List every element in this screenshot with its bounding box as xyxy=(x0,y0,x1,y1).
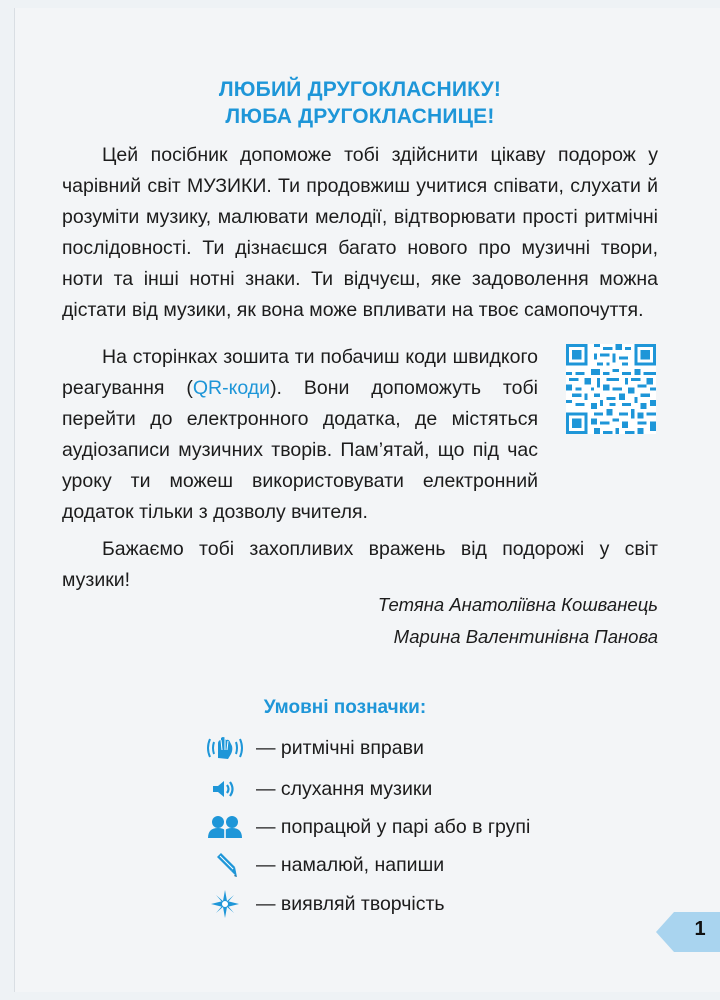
legend-text-rhythm: — ритмічні вправи xyxy=(256,736,424,759)
legend-text-drawing: — намалюй, напиши xyxy=(256,853,445,876)
legend-text-creativity: — виявляй творчість xyxy=(256,892,445,915)
paragraph-2-start: На сторінках зошита ти побачиш коди швидкого реагування ( xyxy=(62,346,538,399)
page-number: 1 xyxy=(694,918,706,940)
paragraph-2-end: ). Вони допоможуть тобі перейти до електронного додатка, де містяться аудіозаписи музичних творів. Пам’ятай, що під час уроку ти можеш використовувати електронний додаток тільки з дозволу вчителя. xyxy=(62,377,538,523)
intro-paragraph-1: Цей посібник допоможе тобі здійснити цікаву подорож у чарівний світ МУЗИКИ. Ти продовжиш учитися співати, слухати й розуміти музику, малювати мелодії, відтворювати прості ритмічні послідовності. Ти дізнаєшся багато нового про музичні твори, ноти та інші нотні знаки. Ти відчуєш, яке задоволення можна дістати від музики, як вона може впливати на твоє самопочуття. xyxy=(62,144,658,321)
legend-item-teamwork xyxy=(200,810,530,844)
intro-paragraph-2 xyxy=(62,342,538,528)
legend-item-drawing xyxy=(200,848,444,882)
speaker-icon xyxy=(200,774,250,804)
sparkle-star-icon xyxy=(200,889,250,919)
legend-text-listening: — слухання музики xyxy=(256,777,433,800)
clapping-hands-icon xyxy=(200,733,250,763)
legend-item-creativity xyxy=(200,887,445,921)
legend-item-listening xyxy=(200,772,432,806)
greeting-title-line1: ЛЮБИЙ ДРУГОКЛАСНИКУ! xyxy=(218,78,502,101)
author-2: Марина Валентинівна Панова xyxy=(393,626,658,647)
qr-codes-highlight: QR-коди xyxy=(192,377,271,399)
greeting-title-line2: ЛЮБА ДРУГОКЛАСНИЦЕ! xyxy=(225,105,495,128)
legend-item-rhythm xyxy=(200,731,424,765)
intro-paragraph-3: Бажаємо тобі захопливих вражень від подорожі у світ музики! xyxy=(62,538,658,591)
legend-title: Умовні позначки: xyxy=(263,697,427,718)
author-1: Тетяна Анатоліївна Кошванець xyxy=(377,594,658,615)
people-pair-icon xyxy=(200,812,250,842)
qr-code-icon[interactable] xyxy=(566,344,656,434)
pencil-icon xyxy=(200,850,250,880)
legend-text-teamwork: — попрацюй у парі або в групі xyxy=(256,815,531,838)
